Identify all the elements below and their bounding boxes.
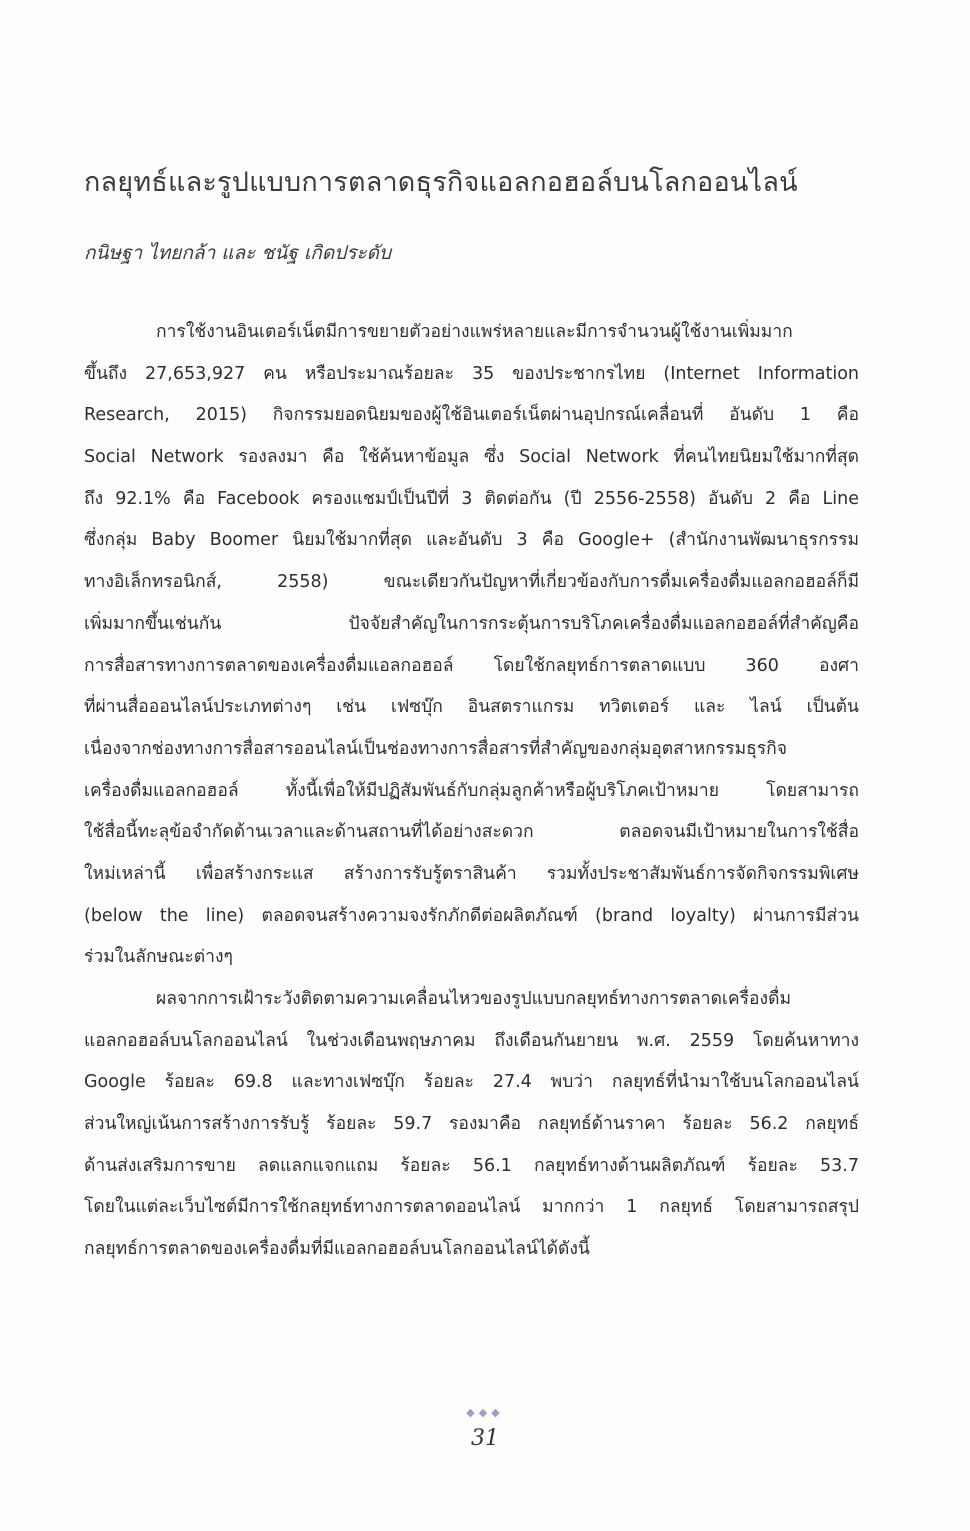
page-number: 31 bbox=[471, 1426, 499, 1451]
text-line: Google ร้อยละ 69.8 และทางเฟซบุ๊ก ร้อยละ 27.4 พบว่า กลยุทธ์ที่นำมาใช้บนโลกออนไลน์ bbox=[84, 1072, 859, 1093]
paragraph-1 bbox=[84, 312, 859, 979]
article-body bbox=[84, 312, 859, 1271]
text-line: ผลจากการเฝ้าระวังติดตามความเคลื่อนไหวของรูปแบบกลยุทธ์ทางการตลาดเครื่องดื่ม bbox=[156, 989, 791, 1009]
paragraph-2 bbox=[84, 979, 859, 1271]
text-line: ใหม่เหล่านี้ เพื่อสร้างกระแส สร้างการรับรู้ตราสินค้า รวมทั้งประชาสัมพันธ์การจัดกิจกรรมพิเศษ bbox=[84, 863, 859, 884]
text-line: ส่วนใหญ่เน้นการสร้างการรับรู้ ร้อยละ 59.7 รองมาคือ กลยุทธ์ด้านราคา ร้อยละ 56.2 กลยุทธ์ bbox=[84, 1114, 859, 1135]
text-line: โดยในแต่ละเว็บไซต์มีการใช้กลยุทธ์ทางการตลาดออนไลน์ มากกว่า 1 กลยุทธ์ โดยสามารถสรุป bbox=[84, 1197, 859, 1218]
text-line: การสื่อสารทางการตลาดของเครื่องดื่มแอลกอฮอล์ โดยใช้กลยุทธ์การตลาดแบบ 360 องศา bbox=[84, 655, 859, 676]
text-line: ซึ่งกลุ่ม Baby Boomer นิยมใช้มากที่สุด และอันดับ 3 คือ Google+ (สำนักงานพัฒนาธุรกรรม bbox=[84, 530, 859, 551]
text-line: ใช้สื่อนี้ทะลุข้อจำกัดด้านเวลาและด้านสถานที่ได้อย่างสะดวก ตลอดจนมีเป้าหมายในการใช้สื่อ bbox=[84, 822, 859, 843]
text-line: (below the line) ตลอดจนสร้างความจงรักภักดีต่อผลิตภัณฑ์ (brand loyalty) ผ่านการมีส่วน bbox=[84, 905, 859, 926]
text-line: ทางอิเล็กทรอนิกส์, 2558) ขณะเดียวกันปัญหาที่เกี่ยวข้องกับการดื่มเครื่องดื่มแอลกอฮอล์ก็มี bbox=[84, 572, 859, 593]
article-authors: กนิษฐา ไทยกล้า และ ชนัฐ เกิดประดับ bbox=[84, 242, 392, 264]
text-line: ร่วมในลักษณะต่างๆ bbox=[84, 947, 233, 968]
footer-ornament: ◆◆◆ bbox=[466, 1406, 504, 1419]
text-line: เนื่องจากช่องทางการสื่อสารออนไลน์เป็นช่องทางการสื่อสารที่สำคัญของกลุ่มอุตสาหกรรมธุรกิจ bbox=[84, 738, 788, 759]
text-line: ที่ผ่านสื่อออนไลน์ประเภทต่างๆ เช่น เฟซบุ๊ก อินสตราแกรม ทวิตเตอร์ และ ไลน์ เป็นต้น bbox=[84, 697, 859, 718]
text-line: แอลกอฮอล์บนโลกออนไลน์ ในช่วงเดือนพฤษภาคม ถึงเดือนกันยายน พ.ศ. 2559 โดยค้นหาทาง bbox=[84, 1030, 859, 1051]
text-line: กลยุทธ์การตลาดของเครื่องดื่มที่มีแอลกอฮอล์บนโลกออนไลน์ได้ดังนี้ bbox=[84, 1239, 590, 1260]
text-line: การใช้งานอินเตอร์เน็ตมีการขยายตัวอย่างแพร่หลายและมีการจำนวนผู้ใช้งานเพิ่มมาก bbox=[156, 322, 793, 342]
text-line: เครื่องดื่มแอลกอฮอล์ ทั้งนี้เพื่อให้มีปฏิสัมพันธ์กับกลุ่มลูกค้าหรือผู้บริโภคเป้าหมาย โดยสามารถ bbox=[84, 780, 859, 801]
article-title: กลยุทธ์และรูปแบบการตลาดธุรกิจแอลกอฮอล์บนโลกออนไลน์ bbox=[84, 167, 798, 198]
text-line: เพิ่มมากขึ้นเช่นกัน ปัจจัยสำคัญในการกระตุ้นการบริโภคเครื่องดื่มแอลกอฮอล์ที่สำคัญคือ bbox=[84, 613, 859, 634]
text-line: ถึง 92.1% คือ Facebook ครองแชมป์เป็นปีที่ 3 ติดต่อกัน (ปี 2556-2558) อันดับ 2 คือ Line bbox=[84, 488, 859, 509]
text-line: ขึ้นถึง 27,653,927 คน หรือประมาณร้อยละ 35 ของประชากรไทย (Internet Information bbox=[84, 363, 859, 384]
text-line: ด้านส่งเสริมการขาย ลดแลกแจกแถม ร้อยละ 56.1 กลยุทธ์ทางด้านผลิตภัณฑ์ ร้อยละ 53.7 bbox=[84, 1155, 859, 1176]
text-line: Social Network รองลงมา คือ ใช้ค้นหาข้อมูล ซึ่ง Social Network ที่คนไทยนิยมใช้มากที่สุด bbox=[84, 447, 859, 468]
text-line: Research, 2015) กิจกรรมยอดนิยมของผู้ใช้อินเตอร์เน็ตผ่านอุปกรณ์เคลื่อนที่ อันดับ 1 คือ bbox=[84, 405, 859, 426]
